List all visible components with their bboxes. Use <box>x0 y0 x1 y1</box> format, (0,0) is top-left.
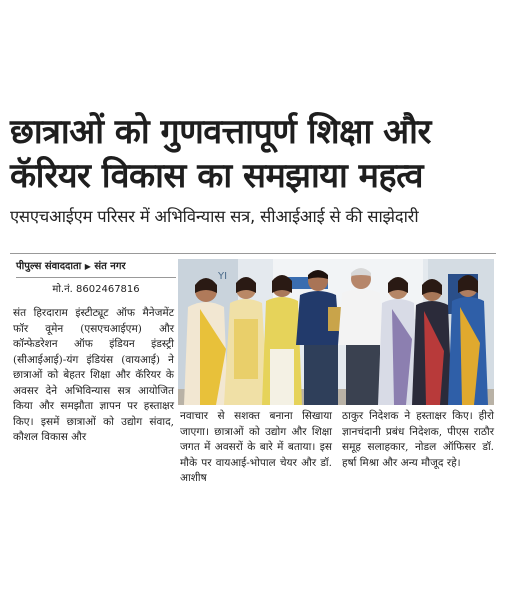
article-paragraph: ठाकुर निदेशक ने हस्ताक्षर किए। हीरो ज्ञानचंदानी प्रबंध निदेशक, पीएस राठौर समूह सलाहकार, नोडल ऑफिसर डॉ. हर्षा मिश्रा और अन्य मौजूद रहे। <box>342 410 494 469</box>
article-paragraph: संत हिरदाराम इंस्टीट्यूट ऑफ मैनेजमेंट फॉर वूमेन (एसएचआईएम) और कॉन्फेडरेशन ऑफ इंडियन इंडस्ट्री (सीआईआई)-यंग इंडियंस (वायआई) ने छात्राओं को बेहतर शिक्षा और कॅरियर के अवसर देने अभिविन्यास सत्र आयोजित किया और समझौता ज्ञापन पर हस्ताक्षर किए। इसमें छात्राओं को उद्योग संवाद, कौशल विकास और <box>13 307 174 443</box>
arrow-icon: ▶ <box>84 262 91 271</box>
headline-line-1: छात्राओं को गुणवत्तापूर्ण शिक्षा और <box>10 112 431 152</box>
article-paragraph: नवाचार से सशक्त बनाना सिखाया जाएगा। छात्राओं को उद्योग और शिक्षा जगत में अवसरों के बारे में बताया। इस मौके पर वायआई-भोपाल चेयर और डॉ. आशीष <box>180 410 332 484</box>
top-divider <box>10 253 496 254</box>
article-column-2 <box>180 409 332 487</box>
byline-divider <box>16 277 176 278</box>
subheadline: एसएचआईएम परिसर में अभिविन्यास सत्र, सीआईआई से की साझेदारी <box>10 207 419 226</box>
reporter-mobile: मो.नं. 8602467816 <box>52 284 140 295</box>
article-column-3 <box>342 409 494 471</box>
backdrop-text: YI <box>218 271 228 282</box>
article-column-1 <box>13 306 174 446</box>
byline <box>16 260 176 274</box>
headline-line-2: कॅरियर विकास का समझाया महत्व <box>10 156 423 196</box>
dateline-location: संत नगर <box>94 261 126 272</box>
reporter-name: पीपुल्स संवाददाता <box>16 261 82 272</box>
news-photo <box>178 259 494 405</box>
photo-illustration <box>178 259 494 405</box>
